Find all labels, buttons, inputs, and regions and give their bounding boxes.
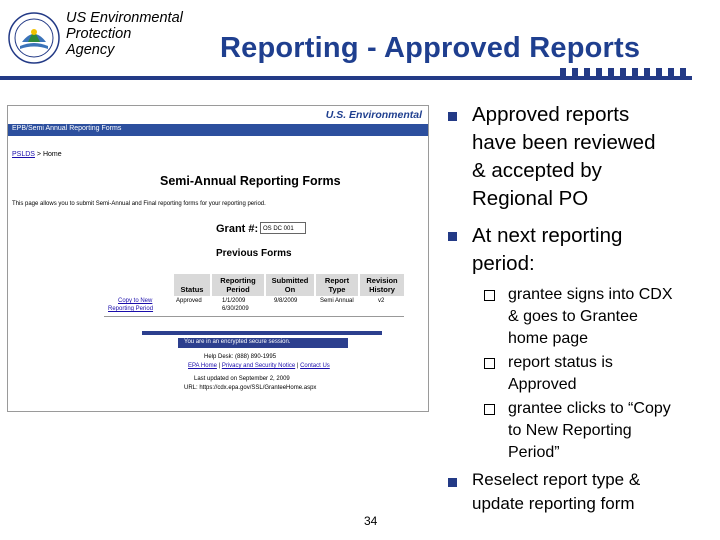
agency-name [66,10,183,58]
bullet-text: Regional PO [472,187,589,210]
sub-bullet-marker [484,290,495,301]
row-status: Approved [176,298,202,304]
bullet-text: Approved reports [472,103,630,126]
bullet-text: period: [472,252,535,275]
col-header-status: Status [174,274,210,296]
sub-bullet-text: grantee signs into CDX [508,286,673,303]
previous-forms-heading: Previous Forms [216,248,292,259]
row-period-end: 6/30/2009 [222,306,249,312]
sub-bullet-text: Approved [508,376,577,393]
bullet-text: Reselect report type & [472,470,641,489]
screenshot-brand: U.S. Environmental [325,109,422,121]
epa-logo-seal [8,12,60,64]
bullet-text: have been reviewed [472,131,656,154]
table-divider [104,316,404,317]
bullet-marker [448,232,457,241]
screenshot-band-text: EPB/Semi Annual Reporting Forms [12,125,122,132]
agency-line: US Environmental [66,10,183,26]
sub-bullet-text: Period” [508,444,560,461]
row-period-start: 1/1/2009 [222,298,246,304]
privacy-link[interactable]: Privacy and Security Notice [221,363,296,369]
bullet-text: At next reporting [472,224,623,247]
bullet-marker [448,112,457,121]
screenshot-intro: This page allows you to submit Semi-Annual and Final reporting forms for your reporting period. [12,201,266,207]
col-header-type: Report Type [316,274,358,296]
sub-bullet-text: grantee clicks to “Copy [508,400,671,417]
copy-to-new-link-line2[interactable]: Reporting Period [108,306,154,312]
help-desk: Help Desk: (888) 890-1995 [204,354,277,360]
sub-bullet-text: to New Reporting [508,422,632,439]
sub-bullet-text: report status is [508,354,613,371]
col-header-submitted: Submitted On [266,274,314,296]
breadcrumb-rest: > Home [34,151,62,158]
breadcrumb-link[interactable]: PSLDS [12,151,35,158]
bullet-marker [448,478,457,487]
embedded-screenshot [7,105,429,412]
row-revision: v2 [378,298,385,304]
sub-bullet-marker [484,358,495,369]
page-url: URL: https://cdx.epa.gov/SSL/GranteeHome.aspx [184,385,317,391]
header-rule-dashes [560,68,692,82]
contact-link[interactable]: Contact Us [300,363,330,369]
grant-label: Grant #: [216,223,259,235]
col-header-period: Reporting Period [212,274,264,296]
screenshot-breadcrumb [12,151,62,158]
epa-home-link[interactable]: EPA Home [188,363,217,369]
slide-title: Reporting - Approved Reports [220,32,641,64]
agency-line: Agency [66,42,115,58]
copy-to-new-link[interactable]: Copy to New [118,298,153,304]
row-submitted: 9/8/2009 [274,298,298,304]
agency-line: Protection [66,26,132,42]
row-type: Semi Annual [320,298,354,304]
sub-bullet-text: & goes to Grantee [508,308,638,325]
bullet-text: & accepted by [472,159,602,182]
secure-session-rule [142,331,382,335]
secure-session-text: You are in an encrypted secure session. [184,339,291,345]
sub-bullet-text: home page [508,330,589,347]
col-header-revision: Revision History [360,274,404,296]
footer-links: EPA Home | Privacy and Security Notice | Contact Us [188,363,330,369]
grant-select[interactable]: OS DC 001 [260,222,306,234]
last-updated: Last updated on September 2, 2009 [194,376,290,382]
bullet-text: update reporting form [472,494,635,513]
page-number: 34 [364,514,378,528]
sub-bullet-marker [484,404,495,415]
screenshot-heading: Semi-Annual Reporting Forms [160,174,341,188]
